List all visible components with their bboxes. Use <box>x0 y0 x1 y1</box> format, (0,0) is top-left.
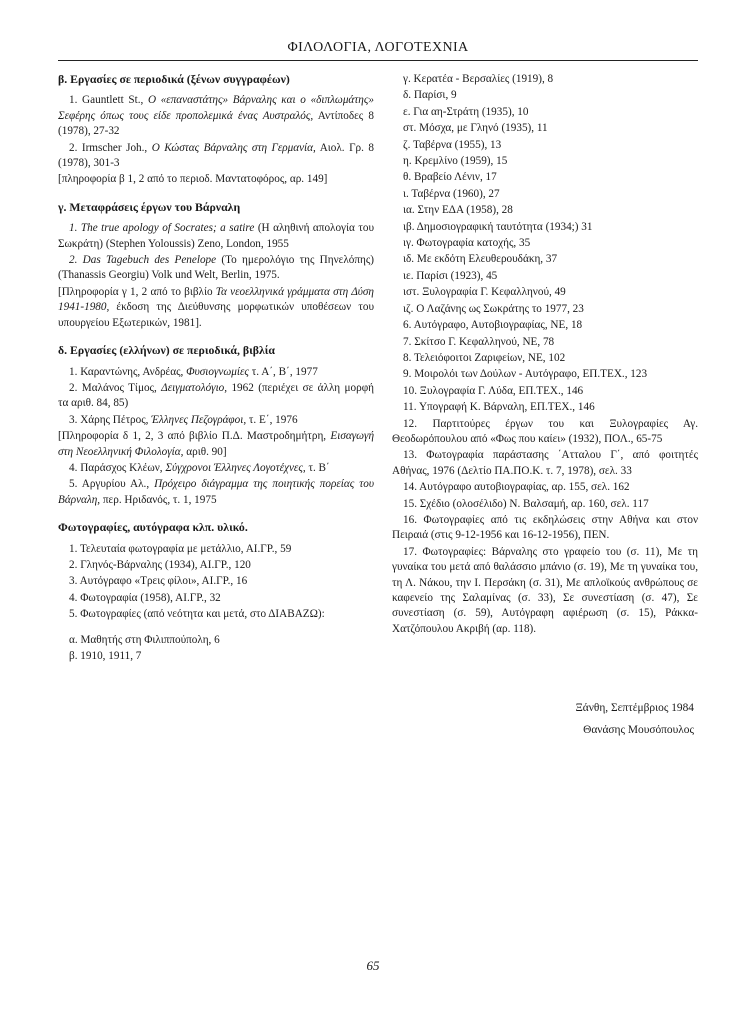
list-subitem: ιζ. Ο Λαζάνης ως Σωκράτης το 1977, 23 <box>403 302 584 315</box>
list-item: 2. Γληνός-Βάρναλης (1934), ΑΙ.ΓΡ., 120 <box>69 558 251 571</box>
entry-d2 <box>58 381 374 412</box>
entry-text: περ. Ηριδανός, τ. 1, 1975 <box>100 493 217 506</box>
signature-place-date: Ξάνθη, Σεπτέμβριος 1984 <box>575 702 694 714</box>
list-item: 10. Ξυλογραφία Γ. Λύδα, ΕΠ.ΤΕΧ., 146 <box>403 384 584 397</box>
list-subitem: ζ. Ταβέρνα (1955), 13 <box>403 138 502 151</box>
entry-text: [Πληροφορία γ 1, 2 από το βιβλίο <box>58 285 216 298</box>
list-subitem: ιστ. Ξυλογραφία Γ. Κεφαλληνού, 49 <box>403 286 566 299</box>
entry-16: 16. Φωτογραφίες από τις εκδηλώσεις στην Αθήνα και στον Πειραιά (στις 9-12-1956 και 16-12-1956), ΠΕΝ. <box>392 513 698 542</box>
entry-title: Πρόχειρο διάγραμμα της ποιητικής πορείας του Βάρναλη, <box>58 478 374 506</box>
entry-text: τ. Α΄, Β΄, 1977 <box>248 365 318 378</box>
list-subitem: γ. Κερατέα - Βερσαλίες (1919), 8 <box>403 73 554 85</box>
entry-d4 <box>58 461 374 476</box>
entry-d1 <box>58 365 374 380</box>
list-item: 4. Φωτογραφία (1958), ΑΙ.ΓΡ., 32 <box>69 591 221 604</box>
entry-text: 5. Αργυρίου Αλ., <box>69 478 155 491</box>
list-item: 1. Τελευταία φωτογραφία με μετάλλιο, ΑΙ.ΓΡ., 59 <box>69 542 292 555</box>
entry-title: 1. The true apology of Socrates; a satire <box>69 222 255 235</box>
list-subitem: ιγ. Φωτογραφία κατοχής, 35 <box>403 237 531 250</box>
entry-title: Ο Κώστας Βάρναλης στη Γερμανία, <box>151 141 316 154</box>
entry-d3 <box>58 413 374 428</box>
entry-text: 1. Gauntlett St., <box>69 94 148 107</box>
entry-b1 <box>58 93 374 139</box>
list-subitem: θ. Βραβείο Λένιν, 17 <box>403 171 497 184</box>
entry-text: τ. Ε΄, 1976 <box>246 413 298 426</box>
entry-title: Ο «επαναστάτης» Βάρναλης και ο «διπλωμάτης» Σεφέρης όπως τους είδε προπολεμικά ένας Αυστραλός, <box>58 94 374 122</box>
entry-text: 2. Μαλάνος Τίμος, <box>69 381 162 394</box>
list-subitem: η. Κρεμλίνο (1959), 15 <box>403 155 508 168</box>
entry-title: Έλληνες Πεζογράφοι, <box>151 413 247 426</box>
list-item: 6. Αυτόγραφο, Αυτοβιογραφίας, ΝΕ, 18 <box>403 319 583 332</box>
entry-title: 2. Das Tagebuch des Penelope <box>69 254 217 267</box>
list-item: 3. Αυτόγραφο «Τρεις φίλοι», ΑΙ.ΓΡ., 16 <box>69 575 248 588</box>
source-note-d <box>58 429 374 460</box>
list-item: 7. Σκίτσο Γ. Κεφαλληνού, ΝΕ, 78 <box>403 335 555 348</box>
entry-title: Φυσιογνωμίες <box>186 365 249 378</box>
section-title-d: δ. Εργασίες (ελλήνων) σε περιοδικά, βιβλία <box>58 343 276 358</box>
list-subitem: ι. Ταβέρνα (1960), 27 <box>403 187 500 200</box>
entry-text: 2. Irmscher Joh., <box>69 141 152 154</box>
list-subitem: ια. Στην ΕΔΑ (1958), 28 <box>403 204 513 217</box>
source-note-b: [πληροφορία β 1, 2 από το περιοδ. Μαντατοφόρος, αρ. 149] <box>58 173 328 186</box>
entry-title: Εισαγωγή στη Νεοελληνική Φιλολογία, <box>58 430 374 458</box>
entry-text: έκδοση της Διεύθυνσης μορφωτικών υποθέσεων του υπουργείου Εξωτερικών, 1981]. <box>58 301 374 329</box>
right-column <box>392 72 698 638</box>
section-title-photos: Φωτογραφίες, αυτόγραφα κλπ. υλικό. <box>58 520 248 535</box>
list-subitem: β. 1910, 1911, 7 <box>69 650 142 662</box>
left-column <box>58 72 374 665</box>
list-item: 9. Μοιρολόι των Δούλων - Αυτόγραφο, ΕΠ.ΤΕΧ., 123 <box>403 368 648 381</box>
page-number: 65 <box>366 958 380 973</box>
list-subitem: στ. Μόσχα, με Γληνό (1935), 11 <box>403 122 548 135</box>
entry-text: 3. Χάρης Πέτρος, <box>69 413 152 426</box>
section-title-b: β. Εργασίες σε περιοδικά (ξένων συγγραφέων) <box>58 72 290 86</box>
entry-text: 4. Παράσχος Κλέων, <box>69 461 166 474</box>
entry-13: 13. Φωτογραφία παράστασης ΄Ατταλου Γ΄, από φοιτητές Αθήνας, 1976 (Δελτίο ΠΑ.ΠΟ.Κ. τ. 7, 1978), σελ. 33 <box>392 449 698 477</box>
entry-text: αριθ. 90] <box>183 445 227 458</box>
running-header <box>58 38 698 61</box>
entry-text: Αντίποδες 8 (1978), 27-32 <box>58 109 374 138</box>
entry-text: (Η αληθινή απολογία του Σωκράτη) (Stephen Yoloussis) Zeno, London, 1955 <box>58 222 374 250</box>
entry-text: 1962 (περιέχει σε άλλη μορφή τα αριθ. 84, 85) <box>58 381 374 410</box>
list-item: 5. Φωτογραφίες (από νεότητα και μετά, στο ΔΙΑΒΑΖΩ): <box>69 608 325 621</box>
entry-c2 <box>58 253 374 284</box>
entry-12: 12. Παρτιτούρες έργων του και Ξυλογραφίες Αγ. Θεοδωρόπουλου από «Φως που καίει» (1932), ΠΟΛ., 65-75 <box>392 417 698 445</box>
list-item: 8. Τελειόφοιτοι Ζαριφείων, ΝΕ, 102 <box>403 351 566 364</box>
section-title-c: γ. Μεταφράσεις έργων του Βάρναλη <box>58 199 241 214</box>
list-subitem: ε. Για αη-Στράτη (1935), 10 <box>403 105 529 118</box>
running-header-title: ΦΙΛΟΛΟΓΙΑ, ΛΟΓΟΤΕΧΝΙΑ <box>287 40 469 55</box>
list-subitem: ιδ. Με εκδότη Ελευθερουδάκη, 37 <box>403 253 558 266</box>
entry-14: 14. Αυτόγραφο αυτοβιογραφίας, αρ. 155, σελ. 162 <box>403 481 630 494</box>
entry-text: [Πληροφορία δ 1, 2, 3 από βιβλίο Π.Δ. Μαστροδημήτρη, <box>58 430 331 443</box>
entry-text: 1. Καραντώνης, Ανδρέας, <box>69 365 187 378</box>
signature-author: Θανάσης Μουσόπουλος <box>583 724 694 736</box>
entry-b2 <box>58 141 374 172</box>
list-subitem: δ. Παρίσι, 9 <box>403 89 457 102</box>
list-subitem: ιβ. Δημοσιογραφική ταυτότητα (1934;) 31 <box>403 220 593 233</box>
entry-d5 <box>58 477 374 508</box>
list-item: 11. Υπογραφή Κ. Βάρναλη, ΕΠ.ΤΕΧ., 146 <box>403 401 595 414</box>
entry-title: Τα νεοελληνικά γράμματα στη Δύση 1941-1980, <box>58 285 374 314</box>
entry-title: Δειγματολόγιο, <box>161 381 228 394</box>
entry-15: 15. Σχέδιο (ολοσέλιδο) Ν. Βαλσαμή, αρ. 160, σελ. 117 <box>403 497 649 510</box>
list-subitem: α. Μαθητής στη Φιλιππούπολη, 6 <box>69 633 220 646</box>
entry-title: Σύγχρονοι Έλληνες Λογοτέχνες, <box>165 461 306 474</box>
signature-block <box>575 697 694 741</box>
entry-c1 <box>58 221 374 252</box>
entry-text: τ. Β΄ <box>305 461 330 474</box>
entry-text: Αιολ. Γρ. 8 (1978), 301-3 <box>58 141 374 170</box>
entry-17: 17. Φωτογραφίες: Βάρναλης στο γραφείο του (σ. 11), Με τη γυναίκα του μετά από θαλάσσιο μπάνιο (σ. 19), Με τη γυναίκα του, τη Λ. Νάκου, την Ι. Περσάκη (σ. 31), Με απλοϊκούς ανθρώπους σε καφενείο της Σαλαμίνας (σ. 33), Σε συνεστίαση (σ. 47), Σε συνεστίαση (σ. 59), Αυτόγραφη αφιέρωση (σ. 15), Ράκκα-Χατζόπουλου Ακριβή (αρ. 118). <box>392 545 698 635</box>
entry-text: (Το ημερολόγιο της Πηνελόπης) (Thanassis Georgiu) Volk und Welt, Berlin, 1975. <box>58 254 375 282</box>
list-subitem: ιε. Παρίσι (1923), 45 <box>403 269 498 282</box>
source-note-c <box>58 285 374 331</box>
